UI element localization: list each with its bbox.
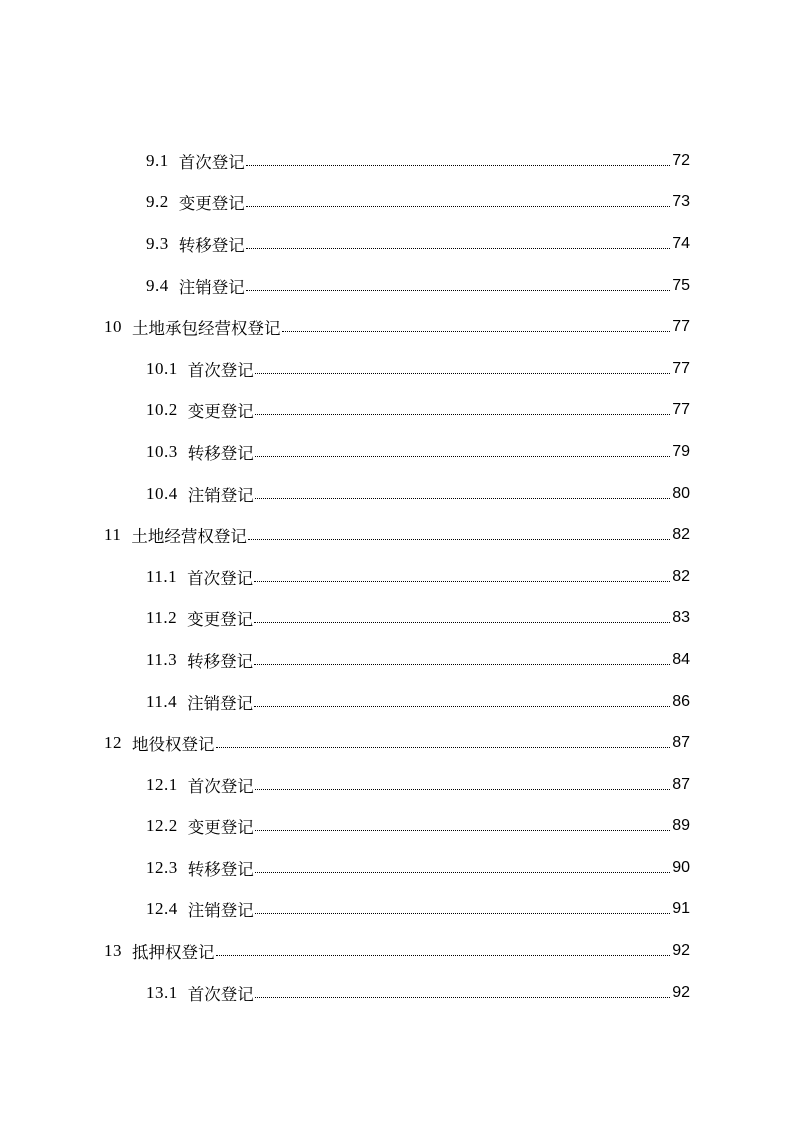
- toc-entry: [104, 265, 690, 307]
- toc-entry-number: 10.1: [146, 358, 178, 378]
- toc-entry-page: 77: [672, 318, 690, 336]
- dot-leader: [254, 706, 670, 707]
- toc-entry-number: 9.1: [146, 150, 169, 170]
- toc-entry-page: 74: [672, 234, 690, 252]
- toc-entry-title: 首次登记: [187, 360, 254, 380]
- dot-leader: [216, 955, 671, 956]
- dot-leader: [246, 165, 670, 166]
- toc-entry: [104, 764, 690, 806]
- toc-entry-title: 首次登记: [187, 776, 254, 796]
- toc-chapter: [104, 722, 690, 764]
- toc-entry-number: 12.4: [146, 899, 178, 919]
- toc-entry-title: 注销登记: [187, 901, 254, 921]
- toc-entry-title: 转移登记: [187, 443, 254, 463]
- toc-entry-title: 首次登记: [178, 152, 245, 172]
- toc-entry: [104, 348, 690, 390]
- toc-entry-page: 77: [672, 401, 690, 419]
- toc-entry-page: 73: [672, 193, 690, 211]
- toc-entry-title: 抵押权登记: [132, 943, 215, 963]
- toc-entry-page: 86: [672, 692, 690, 710]
- toc-entry-number: 11.3: [146, 649, 178, 669]
- dot-leader: [255, 830, 670, 831]
- toc-entry-number: 12: [104, 733, 122, 753]
- toc-entry-title: 转移登记: [187, 859, 254, 879]
- dot-leader: [246, 248, 670, 249]
- toc-entry-number: 9.2: [146, 192, 169, 212]
- toc-entry: [104, 889, 690, 931]
- dot-leader: [255, 872, 670, 873]
- dot-leader: [282, 331, 671, 332]
- dot-leader: [254, 581, 670, 582]
- toc-entry-number: 13.1: [146, 982, 178, 1002]
- dot-leader: [255, 498, 670, 499]
- toc-entry-page: 91: [672, 900, 690, 918]
- toc-chapter: [104, 306, 690, 348]
- toc-entry-number: 10.4: [146, 483, 178, 503]
- toc-entry-page: 77: [672, 359, 690, 377]
- toc-entry-number: 11.4: [146, 691, 178, 711]
- toc-entry-title: 土地承包经营权登记: [132, 319, 281, 339]
- toc-entry: [104, 847, 690, 889]
- dot-leader: [246, 206, 670, 207]
- dot-leader: [255, 414, 670, 415]
- toc-entry-title: 变更登记: [178, 194, 245, 214]
- toc-entry-number: 9.3: [146, 233, 169, 253]
- dot-leader: [255, 789, 670, 790]
- toc-entry: [104, 223, 690, 265]
- toc-entry: [104, 639, 690, 681]
- toc-entry-page: 72: [672, 151, 690, 169]
- toc-entry: [104, 431, 690, 473]
- toc-entry-page: 92: [672, 983, 690, 1001]
- toc-entry-title: 转移登记: [178, 235, 245, 255]
- dot-leader: [255, 997, 670, 998]
- toc-entry-number: 11.2: [146, 608, 178, 628]
- toc-entry: [104, 556, 690, 598]
- toc-entry-page: 87: [672, 734, 690, 752]
- toc-entry-number: 12.2: [146, 816, 178, 836]
- toc-entry-title: 土地经营权登记: [131, 527, 247, 547]
- toc-entry: [104, 140, 690, 182]
- toc-entry-title: 首次登记: [187, 568, 254, 588]
- toc-entry-number: 10.2: [146, 400, 178, 420]
- dot-leader: [255, 373, 670, 374]
- toc-entry-number: 9.4: [146, 275, 169, 295]
- toc-entry-number: 13: [104, 941, 122, 961]
- toc-entry: [104, 681, 690, 723]
- dot-leader: [255, 913, 670, 914]
- toc-entry-title: 注销登记: [187, 485, 254, 505]
- toc-entry-number: 12.1: [146, 774, 178, 794]
- toc-entry: [104, 972, 690, 1014]
- toc-entry-title: 地役权登记: [132, 735, 215, 755]
- toc-entry-title: 注销登记: [187, 693, 254, 713]
- toc-entry-number: 10: [104, 317, 122, 337]
- toc-entry: [104, 598, 690, 640]
- toc-chapter: [104, 514, 690, 556]
- dot-leader: [216, 747, 671, 748]
- toc-entry-page: 80: [672, 484, 690, 502]
- toc-entry-page: 90: [672, 858, 690, 876]
- toc-entry-title: 变更登记: [187, 610, 254, 630]
- dot-leader: [254, 664, 670, 665]
- toc-entry-page: 83: [672, 609, 690, 627]
- dot-leader: [248, 539, 670, 540]
- toc-entry-page: 84: [672, 650, 690, 668]
- toc-entry: [104, 182, 690, 224]
- toc-entry: [104, 806, 690, 848]
- toc-entry-page: 92: [672, 942, 690, 960]
- toc-entry-title: 变更登记: [187, 402, 254, 422]
- toc-entry-page: 89: [672, 817, 690, 835]
- toc-entry-number: 11: [104, 525, 122, 545]
- toc-entry-title: 注销登记: [178, 277, 245, 297]
- toc-entry-title: 转移登记: [187, 651, 254, 671]
- toc-entry-page: 82: [672, 567, 690, 585]
- toc-entry-title: 首次登记: [187, 984, 254, 1004]
- toc-entry: [104, 390, 690, 432]
- dot-leader: [254, 622, 670, 623]
- toc-entry-number: 10.3: [146, 441, 178, 461]
- toc-entry-title: 变更登记: [187, 818, 254, 838]
- toc-entry-page: 79: [672, 442, 690, 460]
- dot-leader: [255, 456, 670, 457]
- toc-entry: [104, 473, 690, 515]
- toc-entry-page: 82: [672, 526, 690, 544]
- toc-entry-number: 11.1: [146, 566, 178, 586]
- toc-chapter: [104, 930, 690, 972]
- dot-leader: [246, 290, 670, 291]
- toc-entry-page: 87: [672, 775, 690, 793]
- table-of-contents: [104, 140, 690, 1013]
- toc-entry-page: 75: [672, 276, 690, 294]
- toc-entry-number: 12.3: [146, 857, 178, 877]
